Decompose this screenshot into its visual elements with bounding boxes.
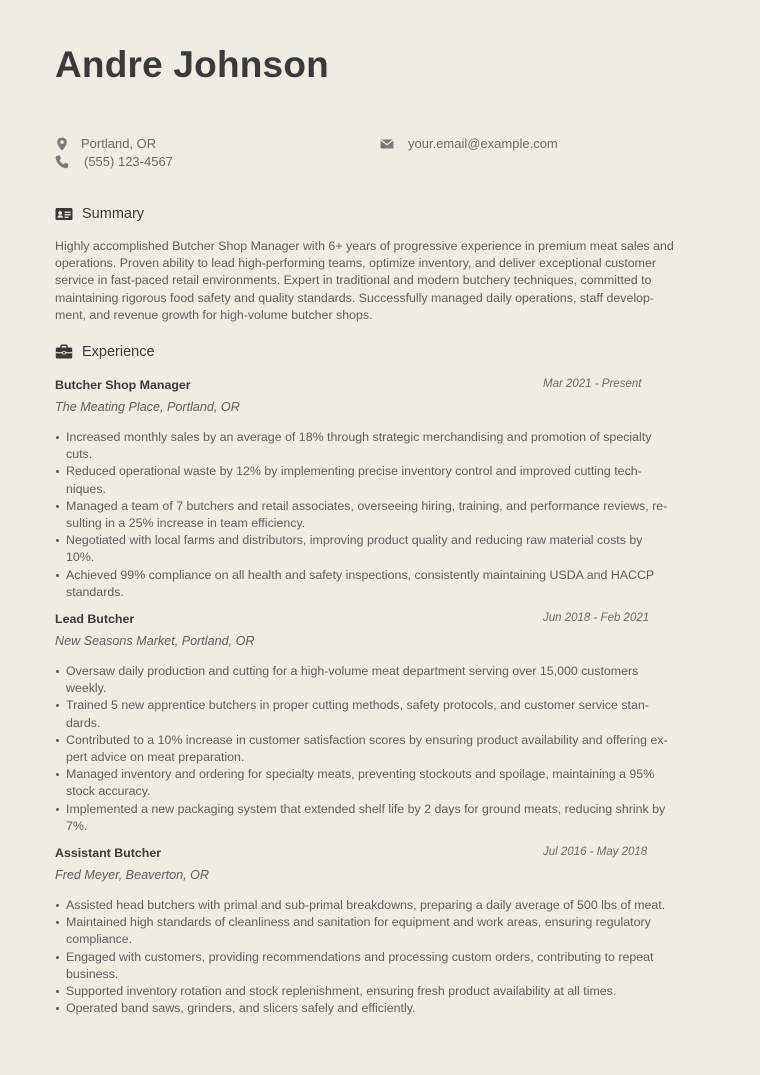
email-text: your.email@example.com — [408, 136, 558, 151]
id-card-icon — [55, 206, 73, 222]
candidate-name: Andre Johnson — [55, 44, 329, 85]
briefcase-icon — [55, 344, 73, 360]
summary-line: maintaining rigorous food safety and quality standards. Successfully managed daily operations, staff develop- — [55, 290, 655, 305]
job-title: Butcher Shop Manager — [55, 378, 191, 392]
job-bullets — [55, 663, 705, 835]
job-company: The Meating Place, Portland, OR — [55, 400, 240, 414]
list-item: Negotiated with local farms and distributors, improving product quality and reducing raw material costs by 10%. — [55, 532, 705, 566]
list-item: Contributed to a 10% increase in customer satisfaction scores by ensuring product availability and offering ex- pert advice on meat preparation. — [55, 732, 705, 766]
phone-icon — [55, 155, 69, 169]
location-text: Portland, OR — [81, 136, 157, 151]
contact-phone — [55, 154, 173, 169]
list-item: Engaged with customers, providing recommendations and processing custom orders, contributing to repeat business. — [55, 949, 705, 983]
list-item: Assisted head butchers with primal and sub-primal breakdowns, preparing a daily average of 500 lbs of meat. — [55, 897, 705, 914]
summary-line: operations. Proven ability to lead high-performing teams, optimize inventory, and deliver exceptional customer — [55, 256, 657, 271]
job-bullets — [55, 897, 705, 1017]
job-title: Assistant Butcher — [55, 846, 162, 860]
experience-heading-text: Experience — [82, 344, 155, 360]
list-item: Trained 5 new apprentice butchers in proper cutting methods, safety protocols, and customer service stan- dards. — [55, 697, 705, 731]
summary-heading-text: Summary — [82, 206, 145, 222]
list-item: Oversaw daily production and cutting for a high-volume meat department serving over 15,000 customers weekly. — [55, 663, 705, 697]
job-dates: Jun 2018 - Feb 2021 — [543, 612, 650, 624]
list-item: Managed inventory and ordering for specialty meats, preventing stockouts and spoilage, maintaining a 95% stock accuracy. — [55, 766, 705, 800]
list-item: Supported inventory rotation and stock replenishment, ensuring fresh product availability at all times. — [55, 983, 705, 1000]
job-title: Lead Butcher — [55, 612, 135, 626]
list-item: Operated band saws, grinders, and slicers safely and efficiently. — [55, 1000, 705, 1017]
summary-paragraph — [55, 238, 705, 324]
list-item: Managed a team of 7 butchers and retail associates, overseeing hiring, training, and performance reviews, re- sulting in a 25% increase in team efficiency. — [55, 498, 705, 532]
list-item: Implemented a new packaging system that extended shelf life by 2 days for ground meats, reducing shrink by 7%. — [55, 801, 705, 835]
envelope-icon — [380, 137, 394, 151]
summary-line: Highly accomplished Butcher Shop Manager with 6+ years of progressive experience in premium meat sales and — [55, 239, 674, 253]
summary-line: service in fast-paced retail environments. Expert in traditional and modern butchery techniques, committed to — [55, 273, 652, 288]
map-pin-icon — [55, 137, 69, 151]
list-item: Increased monthly sales by an average of 18% through strategic merchandising and promotion of specialty cuts. — [55, 429, 705, 463]
job-company: New Seasons Market, Portland, OR — [55, 634, 255, 648]
summary-heading — [55, 206, 144, 222]
summary-line: ment, and revenue growth for high-volume butcher shops. — [55, 307, 373, 322]
phone-text: (555) 123-4567 — [84, 154, 173, 169]
list-item: Achieved 99% compliance on all health and safety inspections, consistently maintaining USDA and HACCP standards. — [55, 567, 705, 601]
contact-location — [55, 136, 156, 151]
job-dates: Mar 2021 - Present — [543, 378, 642, 390]
job-bullets — [55, 429, 705, 601]
job-company: Fred Meyer, Beaverton, OR — [55, 868, 209, 882]
experience-heading — [55, 344, 155, 360]
contact-email — [380, 136, 558, 151]
list-item: Maintained high standards of cleanliness and sanitation for equipment and work areas, ensuring regulatory compliance. — [55, 914, 705, 948]
list-item: Reduced operational waste by 12% by implementing precise inventory control and improved cutting tech- niques. — [55, 463, 705, 497]
job-dates: Jul 2016 - May 2018 — [543, 846, 648, 858]
